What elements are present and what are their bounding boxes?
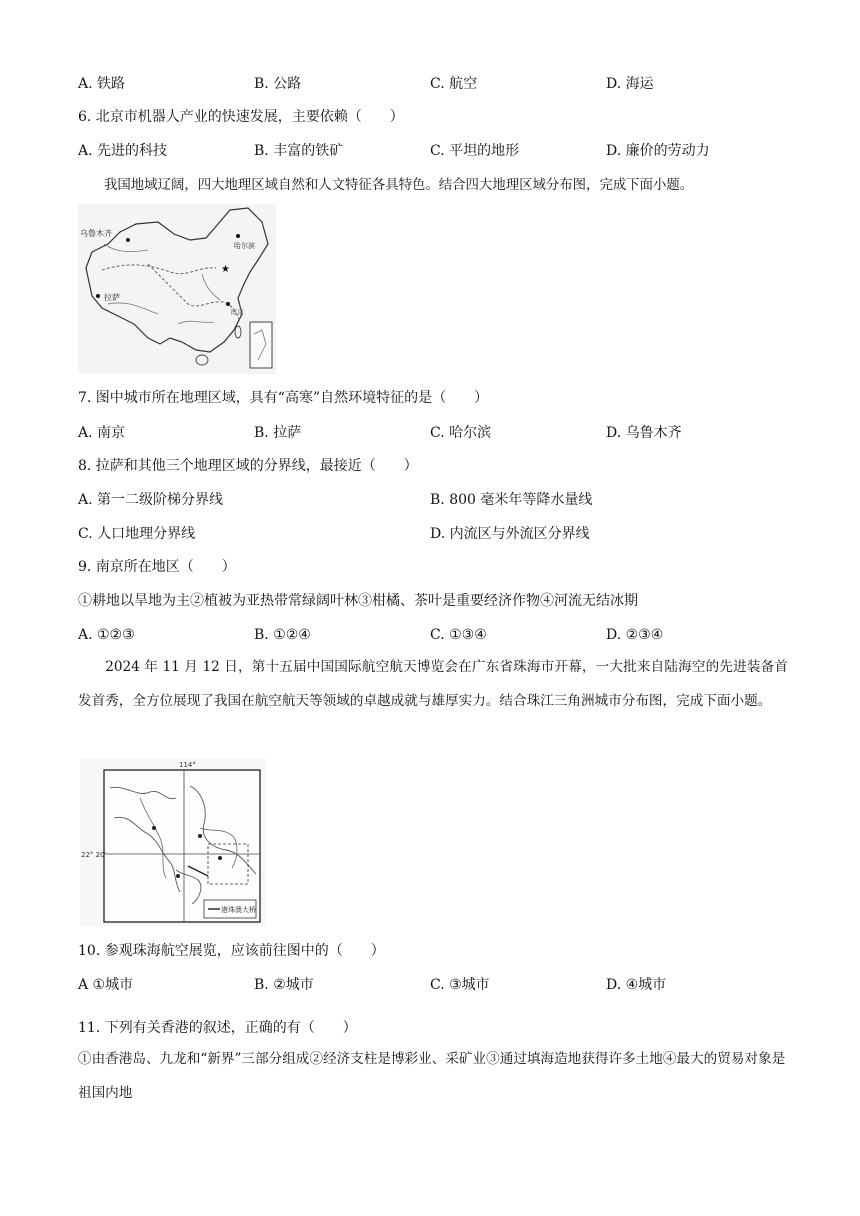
q6-option-a: A. 先进的科技 <box>78 143 168 159</box>
label-lhasa: 拉萨 <box>104 293 120 302</box>
legend-bridge: 港珠澳大桥 <box>221 906 256 914</box>
intro-regions: 我国地域辽阔，四大地理区域自然和人文特征各具特色。结合四大地理区域分布图，完成下面小题。 <box>104 178 694 193</box>
label-harbin: 哈尔滨 <box>234 242 255 250</box>
q6-option-b: B. 丰富的铁矿 <box>254 143 344 159</box>
q7-option-b: B. 拉萨 <box>254 425 302 441</box>
q10-option-d: D. ④城市 <box>606 977 667 993</box>
q8-stem: 8. 拉萨和其他三个地理区域的分界线，最接近（ ） <box>78 458 418 474</box>
q11-stem: 11. 下列有关香港的叙述，正确的有（ ） <box>78 1020 357 1036</box>
q9-statement: ①耕地以旱地为主②植被为亚热带常绿阔叶林③柑橘、茶叶是重要经济作物④河流无结冰期 <box>78 593 638 609</box>
q6-option-d: D. 廉价的劳动力 <box>606 143 710 159</box>
q5-option-b: B. 公路 <box>254 76 302 92</box>
china-regions-map <box>78 204 276 374</box>
label-urumqi: 乌鲁木齐 <box>80 229 112 238</box>
q10-option-b: B. ②城市 <box>254 977 314 993</box>
q8-option-c: C. 人口地理分界线 <box>78 526 196 542</box>
q7-option-c: C. 哈尔滨 <box>430 425 492 441</box>
q5-option-c: C. 航空 <box>430 76 478 92</box>
q10-option-a: A ①城市 <box>78 977 134 993</box>
q10-option-c: C. ③城市 <box>430 977 490 993</box>
q9-option-d: D. ②③④ <box>606 627 664 643</box>
q7-option-a: A. 南京 <box>78 425 126 441</box>
q9-option-b: B. ①②④ <box>254 627 311 643</box>
intro-airshow: 2024 年 11 月 12 日，第十五届中国国际航空航天博览会在广东省珠海市开幕，一大批来自陆海空的先进装备首发首秀，全方位展现了我国在航空航天等领域的卓越成就与雄厚实力。结合珠江三角洲城市分布图，完成下面小题。 <box>78 659 788 709</box>
q5-option-d: D. 海运 <box>606 76 654 92</box>
q8-option-a: A. 第一二级阶梯分界线 <box>78 492 224 508</box>
q9-option-c: C. ①③④ <box>430 627 487 643</box>
q11-statement: ①由香港岛、九龙和“新界”三部分组成②经济支柱是博彩业、采矿业③通过填海造地获得许多土地④最大的贸易对象是祖国内地 <box>78 1051 786 1101</box>
q6-stem: 6. 北京市机器人产业的快速发展，主要依赖（ ） <box>78 109 404 125</box>
q8-option-d: D. 内流区与外流区分界线 <box>430 526 590 542</box>
pearl-river-delta-map <box>80 758 266 926</box>
q9-option-a: A. ①②③ <box>78 627 135 643</box>
longitude-label: 114° <box>179 761 196 769</box>
label-nanjing: 南京 <box>230 308 244 316</box>
q6-option-c: C. 平坦的地形 <box>430 143 520 159</box>
q7-stem: 7. 图中城市所在地理区域，具有“高寒”自然环境特征的是（ ） <box>78 390 489 406</box>
q8-option-b: B. 800 毫米年等降水量线 <box>430 492 593 508</box>
q9-stem: 9. 南京所在地区（ ） <box>78 559 236 575</box>
q7-option-d: D. 乌鲁木齐 <box>606 425 682 441</box>
svg-text:★: ★ <box>221 264 230 275</box>
q5-option-a: A. 铁路 <box>78 76 126 92</box>
q10-stem: 10. 参观珠海航空展览，应该前往图中的（ ） <box>78 943 385 959</box>
latitude-label: 22° 20′ <box>81 851 107 859</box>
